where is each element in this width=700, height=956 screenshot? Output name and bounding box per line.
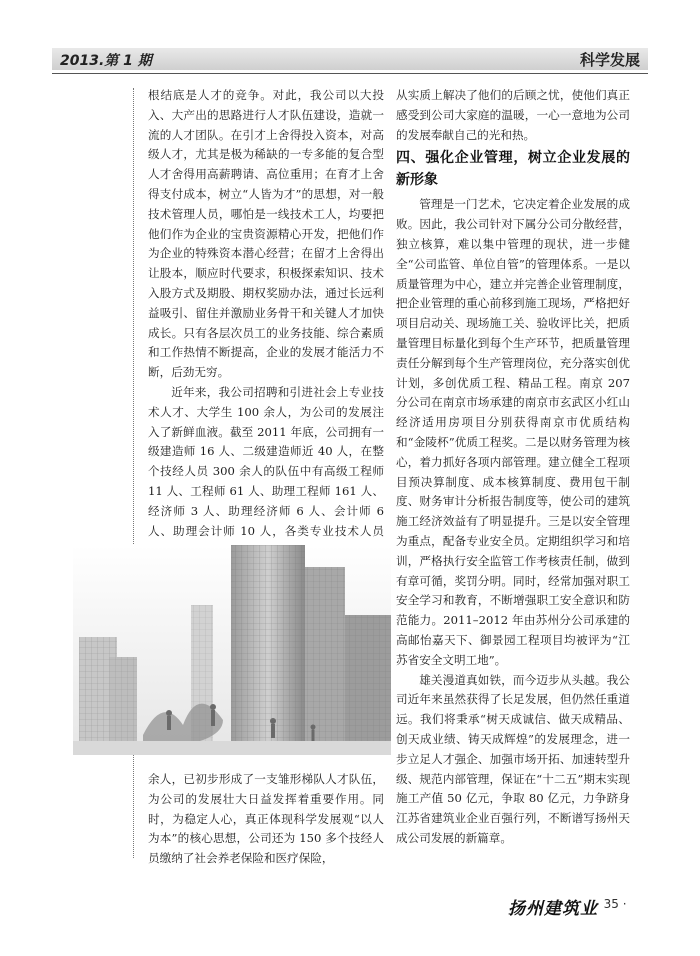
section-heading: 四、强化企业管理，树立企业发展的新形象 — [396, 150, 630, 189]
paragraph: 近年来，我公司招聘和引进社会上专业技术人才、大学生 100 余人，为公司的发展注入了新鲜血液。截至 2011 年底，公司拥有一级建造师 16 人、二级建造师近 40 人，在整个技经人员 300 余人的队伍中有高级工程师 11 人、工程师 61 人、助理工程师 161 人、经济师 3 人、助理经济师 6 人、会计师 6 人、助理会计师 10 人，各类专业技术人员 — [148, 384, 384, 538]
paragraph: 根结底是人才的竞争。对此，我公司以大投入、大产出的思路进行人才队伍建设，造就一流的人才团队。在引才上舍得投入资本，对高级人才，尤其是极为稀缺的一专多能的复合型人才舍得用高薪聘请、高位重用；在育才上舍得支付成本，树立“人皆为才”的思想，对一般技术管理人员，哪怕是一线技术工人，均要把他们作为企业的宝贵资源精心开发，把他们作为企业的特殊资本潜心经营；在留才上舍得出让股本，顺应时代要求，积极探索知识、技术入股方式及期股、期权奖励办法，通过长远利益吸引、留住并激励业务骨干和关键人才加快成长。只有各层次员工的业务技能、综合素质和工作热情不断提高，企业的发展才能活力不断，后劲无穷。 — [148, 88, 384, 380]
left-column-top — [148, 86, 384, 561]
right-column — [396, 86, 630, 849]
left-column-bottom — [148, 770, 384, 869]
paragraph: 余人，已初步形成了一支雏形梯队人才队伍，为公司的发展壮大日益发挥着重要作用。同时，为稳定人心，真正体现科学发展观“以人为本”的核心思想，公司还为 150 多个技经人员缴纳了社会养老保险和医疗保险， — [148, 772, 384, 866]
section-title: 科学发展 — [579, 51, 640, 69]
paragraph: 雄关漫道真如铁，而今迈步从头越。我公司近年来虽然获得了长足发展，但仍然任重道远。我们将秉承“树天成诚信、做天成精品、创天成业绩、铸天成辉煌”的发展理念，进一步立足人才强企、加强市场开拓、加速转型升级、规范内部管理，保证在“十二五”期末实现施工产值 50 亿元，争取 80 亿元，力争跻身江苏省建筑业企业百强行列，不断谱写扬州天成公司发展的新篇章。 — [396, 672, 630, 845]
header-rule — [52, 73, 648, 74]
paragraph: 管理是一门艺术，它决定着企业发展的成败。因此，我公司针对下属分公司分散经营，独立核算，难以集中管理的现状，进一步健全“公司监管、单位自管”的管理体系。一是以质量管理为中心，建立并完善企业管理制度，把企业管理的重心前移到施工现场，严格把好项目启动关、现场施工关、验收评比关，把质量管理目标量化到每个生产环节，把质量管理责任分解到每个生产管理岗位，充分落实创优计划，多创优质工程、精品工程。南京 207 分公司在南京市场承建的南京市玄武区小红山经济适用房项目分别获得南京市优质结构和“金陵杯”优质工程奖。二是以财务管理为核心，着力抓好各项内部管理。建立健全工程项目预决算制度、成本核算制度、费用包干制度、财务审计分析报告制度等，使公司的建筑施工经济效益有了明显提升。三是以安全管理为重点，配备专业安全员。定期组织学习和培训，严格执行安全监管工作考核责任制，做到有章可循，奖罚分明。同时，经常加强对职工安全学习和教育，不断增强职工安全意识和防范能力。2011–2012 年由苏州分公司承建的高邮怡嘉天下、御景园工程项目均被评为“江苏省安全文明工地”。 — [396, 197, 630, 667]
issue-label: 2013.第 1 期 — [60, 53, 152, 69]
page-number: · 35 · — [596, 897, 627, 911]
publication-logo: 扬州建筑业 — [508, 899, 598, 919]
paragraph: 从实质上解决了他们的后顾之忧，使他们真正感受到公司大家庭的温暖，一心一意地为公司的发展奉献自己的光和热。 — [396, 88, 630, 142]
office-buildings-photo — [73, 545, 391, 755]
